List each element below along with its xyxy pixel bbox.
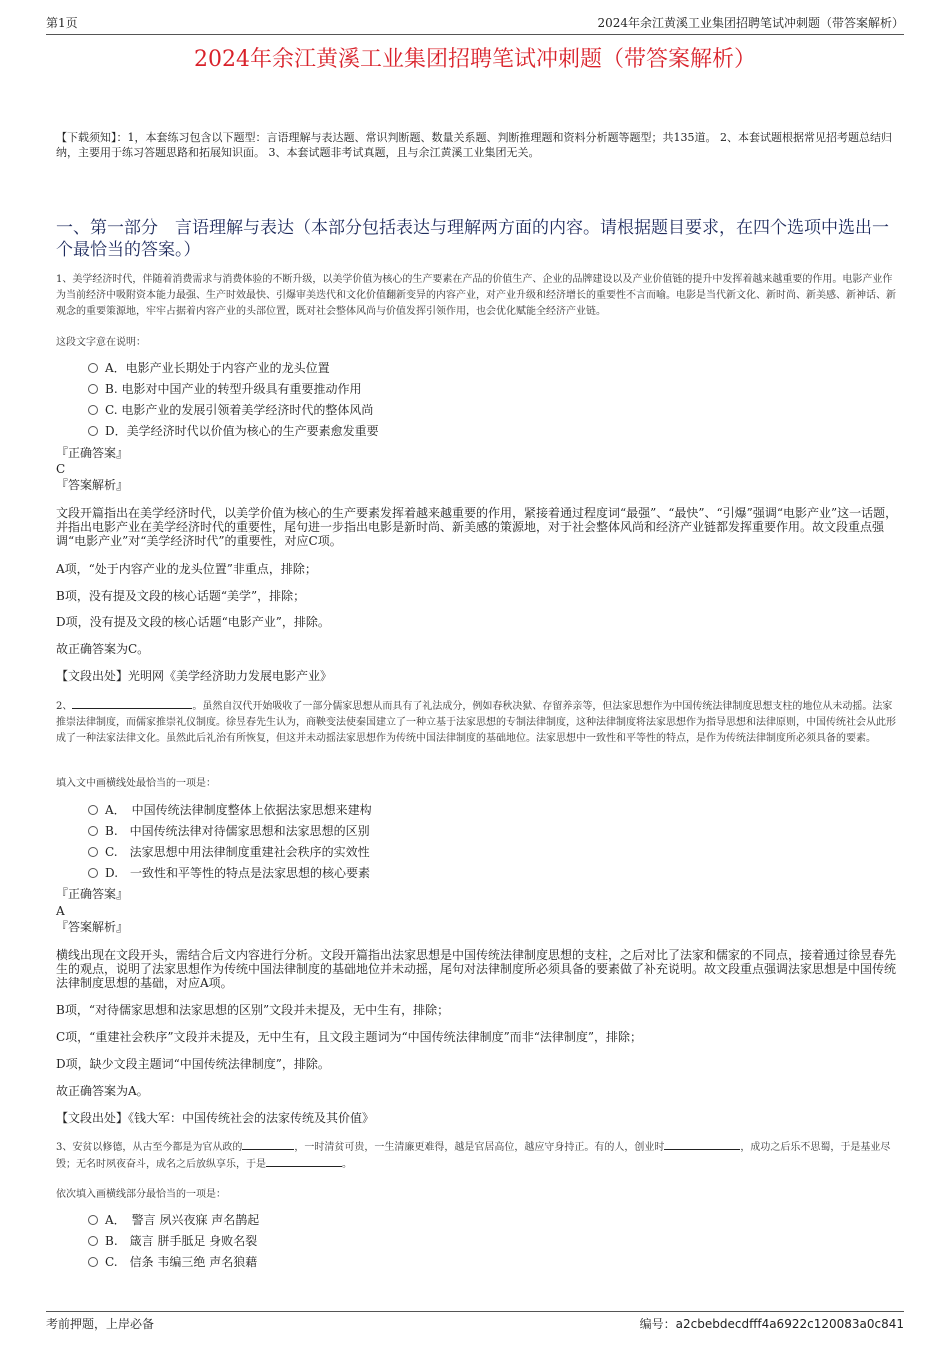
radio-icon[interactable] (88, 426, 98, 436)
question-1-answer: C (56, 462, 66, 476)
question-3-prompt: 依次填入画横线部分最恰当的一项是： (56, 1189, 226, 1200)
analysis-line: 故正确答案为C。 (56, 642, 150, 656)
option-b[interactable]: B. 中国传统法律对待儒家思想和法家思想的区别 (88, 821, 372, 842)
analysis-line: B项，“对待儒家思想和法家思想的区别”文段并未提及，无中生有，排除； (56, 1003, 450, 1017)
question-2-options (88, 800, 372, 884)
document-title: 2024年余江黄溪工业集团招聘笔试冲刺题（带答案解析） (194, 47, 756, 72)
question-3-stem: 3、安贫以修德，从古至今都是为官从政的 ，一时清贫可贵，一生清廉更难得，越是官居高位，越应守身持正。有的人，创业时 ，成功之后乐不思蜀，于是基业尽毁；无名时夙夜奋斗，成名之后放纵享乐，于是 。 (56, 1139, 898, 1173)
analysis-line: D项，没有提及文段的核心话题“电影产业”，排除。 (56, 615, 330, 629)
question-2-analysis: 横线出现在文段开头，需结合后文内容进行分析。文段开篇指出法家思想是中国传统法律制度思想的支柱，之后对比了法家和儒家的不同点，接着通过徐昱春先生的观点，说明了法家思想作为传统中国法律制度的基础地位并未动摇，尾句对法律制度所必须具备的要素做了补充说明。故文段重点强调法家思想是中国传统法律制度思想的基础，对应A项。 (56, 948, 897, 990)
analysis-line: A项，“处于内容产业的龙头位置”非重点，排除； (56, 562, 317, 576)
option-d[interactable]: D．美学经济时代以价值为核心的生产要素愈发重要 (88, 421, 379, 442)
analysis-label: 『答案解析』 (56, 478, 129, 492)
question-1-stem: 1、美学经济时代，伴随着消费需求与消费体验的不断升级，以美学价值为核心的生产要素在产品的价值生产、企业的品牌建设以及产业价值链的提升中发挥着越来越重要的作用。电影产业作为当前经济中吸附资本能力最强、生产时效最快、引爆审美迭代和文化价值翻新变异的内容产业，对产业升级和经济增长的重要性不言而喻。电影是当代新文化、新时尚、新美感、新神话、新观念的重要策源地，牢牢占据着内容产业的头部位置，既对社会整体风尚与价值发挥引领作用，也会优化赋能全经济产业链。 (56, 274, 896, 317)
source-line: 【文段出处】《钱大军：中国传统社会的法家传统及其价值》 (56, 1111, 375, 1125)
option-a[interactable]: A．电影产业长期处于内容产业的龙头位置 (88, 358, 379, 379)
page-header (46, 14, 904, 35)
analysis-label: 『答案解析』 (56, 920, 129, 934)
question-1-options (88, 358, 379, 442)
analysis-line: C项，“重建社会秩序”文段并未提及，无中生有，且文段主题词为“中国传统法律制度”而非“法律制度”，排除； (56, 1030, 642, 1044)
radio-icon[interactable] (88, 826, 98, 836)
option-a[interactable]: A． 警言 夙兴夜寐 声名鹊起 (88, 1210, 259, 1231)
option-d[interactable]: D. 一致性和平等性的特点是法家思想的核心要素 (88, 863, 372, 884)
page-number: 第1页 (46, 16, 78, 30)
radio-icon[interactable] (88, 1236, 98, 1246)
header-doc-title: 2024年余江黄溪工业集团招聘笔试冲刺题（带答案解析） (597, 16, 904, 30)
answer-label: 『正确答案』 (56, 446, 129, 460)
footer-slogan: 考前押题，上岸必备 (46, 1317, 155, 1331)
section-heading: 一、第一部分 言语理解与表达（本部分包括表达与理解两方面的内容。请根据题目要求，在四个选项中选出一个最恰当的答案。） (56, 218, 889, 260)
question-1-analysis: 文段开篇指出在美学经济时代，以美学价值为核心的生产要素发挥着越来越重要的作用，紧接着通过程度词“最强”、“最快”、“引爆”强调“电影产业”这一话题，并指出电影产业在美学经济时代的重要性，尾句进一步指出电影是新时尚、新美感的策源地，对于社会整体风尚和经济产业链都发挥重要作用。故文段重点强调“电影产业”对“美学经济时代”的重要性，对应C项。 (56, 506, 898, 548)
option-c[interactable]: C. 信条 韦编三绝 声名狼藉 (88, 1252, 259, 1273)
analysis-line: 故正确答案为A。 (56, 1084, 149, 1098)
radio-icon[interactable] (88, 847, 98, 857)
source-line: 【文段出处】光明网《美学经济助力发展电影产业》 (56, 669, 333, 683)
download-notice: 【下载须知】：1，本套练习包含以下题型：言语理解与表达题、常识判断题、数量关系题、判断推理题和资料分析题等题型；共135道。 2、本套试题根据常见招考题总结归纳，主要用于练习答题思路和拓展知识面。 3、本套试题非考试真题，且与余江黄溪工业集团无关。 (56, 131, 892, 159)
question-1-prompt: 这段文字意在说明： (56, 337, 146, 348)
fill-blank (72, 698, 192, 709)
page-footer (46, 1311, 904, 1332)
question-3-options (88, 1210, 259, 1273)
option-c[interactable]: C. 法家思想中用法律制度重建社会秩序的实效性 (88, 842, 372, 863)
radio-icon[interactable] (88, 1257, 98, 1267)
radio-icon[interactable] (88, 1215, 98, 1225)
question-2-stem: 2、 。虽然自汉代开始吸收了一部分儒家思想从而具有了礼法成分，例如春秋决狱、存留养亲等，但法家思想作为中国传统法律制度思想支柱的地位从未动摇。法家推崇法律制度，而儒家推崇礼仪制度。徐昱春先生认为，商鞅变法使秦国建立了一种立基于法家思想的专制法律制度，这种法律制度将法家思想作为指导思想和法律原则，中国传统社会从此形成了一种法家法律文化。虽然此后礼治有所恢复，但这并未动摇法家思想作为传统中国法律制度的基础地位。法家思想中一致性和平等性的特点，是作为传统法律制度所必须具备的要素。 (56, 698, 898, 747)
radio-icon[interactable] (88, 805, 98, 815)
radio-icon[interactable] (88, 868, 98, 878)
fill-blank (266, 1156, 342, 1167)
option-c[interactable]: C. 电影产业的发展引领着美学经济时代的整体风尚 (88, 400, 379, 421)
fill-blank (242, 1139, 294, 1150)
option-b[interactable]: B. 箴言 胼手胝足 身败名裂 (88, 1231, 259, 1252)
radio-icon[interactable] (88, 405, 98, 415)
radio-icon[interactable] (88, 363, 98, 373)
analysis-line: D项，缺少文段主题词“中国传统法律制度”，排除。 (56, 1057, 330, 1071)
question-2-answer: A (56, 904, 65, 918)
option-a[interactable]: A． 中国传统法律制度整体上依据法家思想来建构 (88, 800, 372, 821)
analysis-line: B项，没有提及文段的核心话题“美学”，排除； (56, 589, 306, 603)
question-2-prompt: 填入文中画横线处最恰当的一项是： (56, 778, 216, 789)
document-id: 编号：a2cbebdecdfff4a6922c120083a0c841 (639, 1317, 904, 1331)
fill-blank (664, 1139, 740, 1150)
answer-label: 『正确答案』 (56, 887, 129, 901)
radio-icon[interactable] (88, 384, 98, 394)
option-b[interactable]: B. 电影对中国产业的转型升级具有重要推动作用 (88, 379, 379, 400)
